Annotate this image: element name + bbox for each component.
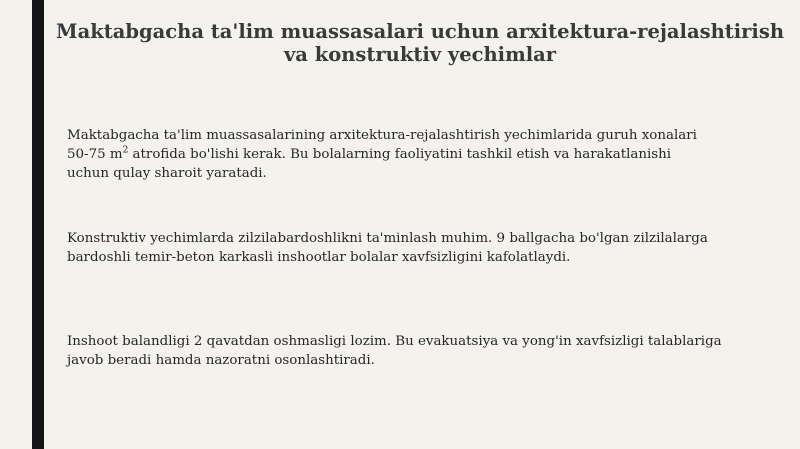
paragraph-1-line-2 — [67, 145, 777, 164]
paragraph-2-line-1: Konstruktiv yechimlarda zilzilabardoshlikni ta'minlash muhim. 9 ballgacha bo'lgan zilzilalarga — [67, 231, 708, 246]
area-value: 50-75 m — [67, 147, 123, 162]
area-unit-superscript: 2 — [122, 145, 129, 156]
paragraph-3-line-1: Inshoot balandligi 2 qavatdan oshmasligi lozim. Bu evakuatsiya va yong'in xavfsizligi talablariga — [67, 334, 722, 349]
paragraph-building-height — [67, 332, 777, 370]
paragraph-2-line-2: bardoshli temir-beton karkasli inshootlar bolalar xavfsizligini kafolatlaydi. — [67, 250, 571, 265]
paragraph-1-line-3: uchun qulay sharoit yaratadi. — [67, 166, 267, 181]
slide-title-line-2: va konstruktiv yechimlar — [283, 43, 557, 66]
paragraph-group-rooms — [67, 126, 777, 183]
paragraph-1-line-1: Maktabgacha ta'lim muassasalarining arxitektura-rejalashtirish yechimlarida guruh xonalari — [67, 128, 697, 143]
paragraph-1-line-2-rest: atrofida bo'lishi kerak. Bu bolalarning faoliyatini tashkil etish va harakatlanishi — [128, 147, 672, 162]
paragraph-seismic-design — [67, 229, 777, 267]
left-accent-bar — [32, 0, 44, 449]
slide-title-line-1: Maktabgacha ta'lim muassasalari uchun arxitektura-rejalashtirish — [55, 20, 784, 43]
slide-title — [50, 20, 790, 66]
paragraph-3-line-2: javob beradi hamda nazoratni osonlashtiradi. — [67, 353, 375, 368]
